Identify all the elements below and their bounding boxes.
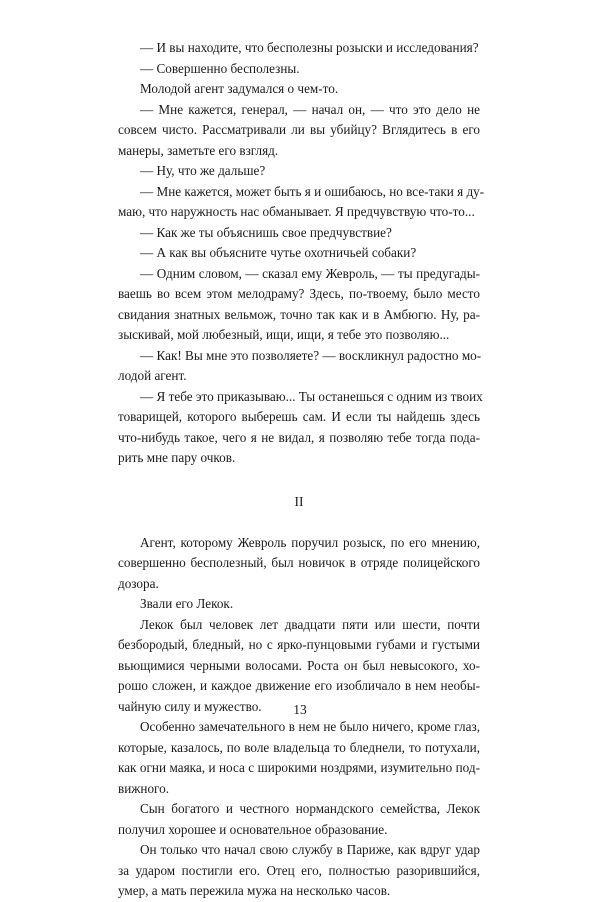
text-line: — Мне кажется, может быть я и ошибаюсь, но все-таки я ду- xyxy=(140,183,485,199)
text-line: Звали его Лекок. xyxy=(140,596,234,611)
text-line: умер, а мать пережила мужа на несколько часов. xyxy=(118,883,391,898)
text-line: безбородый, бледный, но с ярко-пунцовыми губами и густыми xyxy=(118,637,480,652)
text-line: — Совершенно бесполезны. xyxy=(140,60,300,76)
text-line: — Ну, что же дальше? xyxy=(140,163,266,178)
text-line: за ударом постигли его. Отец его, полностью разорившийся, xyxy=(118,862,480,878)
text-line: лодой агент. xyxy=(118,368,187,383)
text-line: Особенно замечательного в нем не было ничего, кроме глаз, xyxy=(140,719,480,734)
text-line: товарищей, которого выберешь сам. И если ты найдешь здесь xyxy=(118,409,480,424)
text-line: совершенно бесполезный, был новичок в отряде полицейского xyxy=(118,555,480,570)
text-line: чайную силу и мужество. xyxy=(118,698,262,714)
text-line: — А как вы объясните чутье охотничьей собаки? xyxy=(140,245,417,260)
text-line: ваешь во всем этом мелодраму? Здесь, по-твоему, было место xyxy=(118,286,480,301)
text-line: манеры, заметьте его взгляд. xyxy=(118,142,279,158)
text-line: Сын богатого и честного нормандского семейства, Лекок xyxy=(140,801,480,816)
text-line: которые, казалось, по воле владельца то бледнели, то потухали, xyxy=(118,739,480,755)
text-line: — Я тебе это приказываю... Ты останешься с одним из твоих xyxy=(140,388,483,404)
text-line: Агент, которому Жевроль поручил розыск, по его мнению, xyxy=(140,534,480,550)
text-line: зыскивай, мой любезный, ищи, ищи, я тебе это позволяю... xyxy=(118,327,450,342)
text-line: — Одним словом, — сказал ему Жевроль, — ты предугады- xyxy=(140,265,480,281)
text-line: как огни маяка, и носа с широкими ноздрями, изумительно под- xyxy=(118,760,480,775)
text-line: рить мне пару очков. xyxy=(118,450,236,465)
page-number: 13 xyxy=(293,702,307,717)
text-line: рошо сложен, и каждое движение его изобличало в нем необы- xyxy=(118,678,480,693)
text-line: — Как! Вы мне это позволяете? — воскликнул радостно мо- xyxy=(140,347,482,363)
text-line: — Мне кажется, генерал, — начал он, — что это дело не xyxy=(140,101,480,117)
text-block-dialogue xyxy=(118,38,485,469)
text-line: дозора. xyxy=(118,575,159,591)
text-line: совсем чисто. Рассматривали ли вы убийцу? Вглядитесь в его xyxy=(118,122,480,137)
text-line: вьющимися черными волосами. Роста он был невысокого, хо- xyxy=(118,657,480,673)
text-line: вижного. xyxy=(118,780,170,796)
chapter-heading: II xyxy=(294,493,304,509)
text-line: Молодой агент задумался о чем-то. xyxy=(140,81,339,96)
page-body xyxy=(118,38,485,902)
text-line: что-нибудь такое, чего я не видал, я позволяю тебе тогда пода- xyxy=(118,429,480,445)
text-line: — И вы находите, что бесполезны розыски и исследования? xyxy=(140,40,479,55)
text-line: Лекок был человек лет двадцати пяти или шести, почти xyxy=(140,616,480,632)
text-line: маю, что наружность нас обманывает. Я предчувствую что-то... xyxy=(118,204,475,219)
text-line: получил хорошее и основательное образование. xyxy=(118,821,388,837)
text-line: свидания знатных вельмож, точно так как и в Амбюгю. Ну, ра- xyxy=(118,306,480,322)
text-line: Он только что начал свою службу в Париже, как вдруг удар xyxy=(140,842,480,857)
text-line: — Как же ты объяснишь свое предчувствие? xyxy=(140,224,392,240)
